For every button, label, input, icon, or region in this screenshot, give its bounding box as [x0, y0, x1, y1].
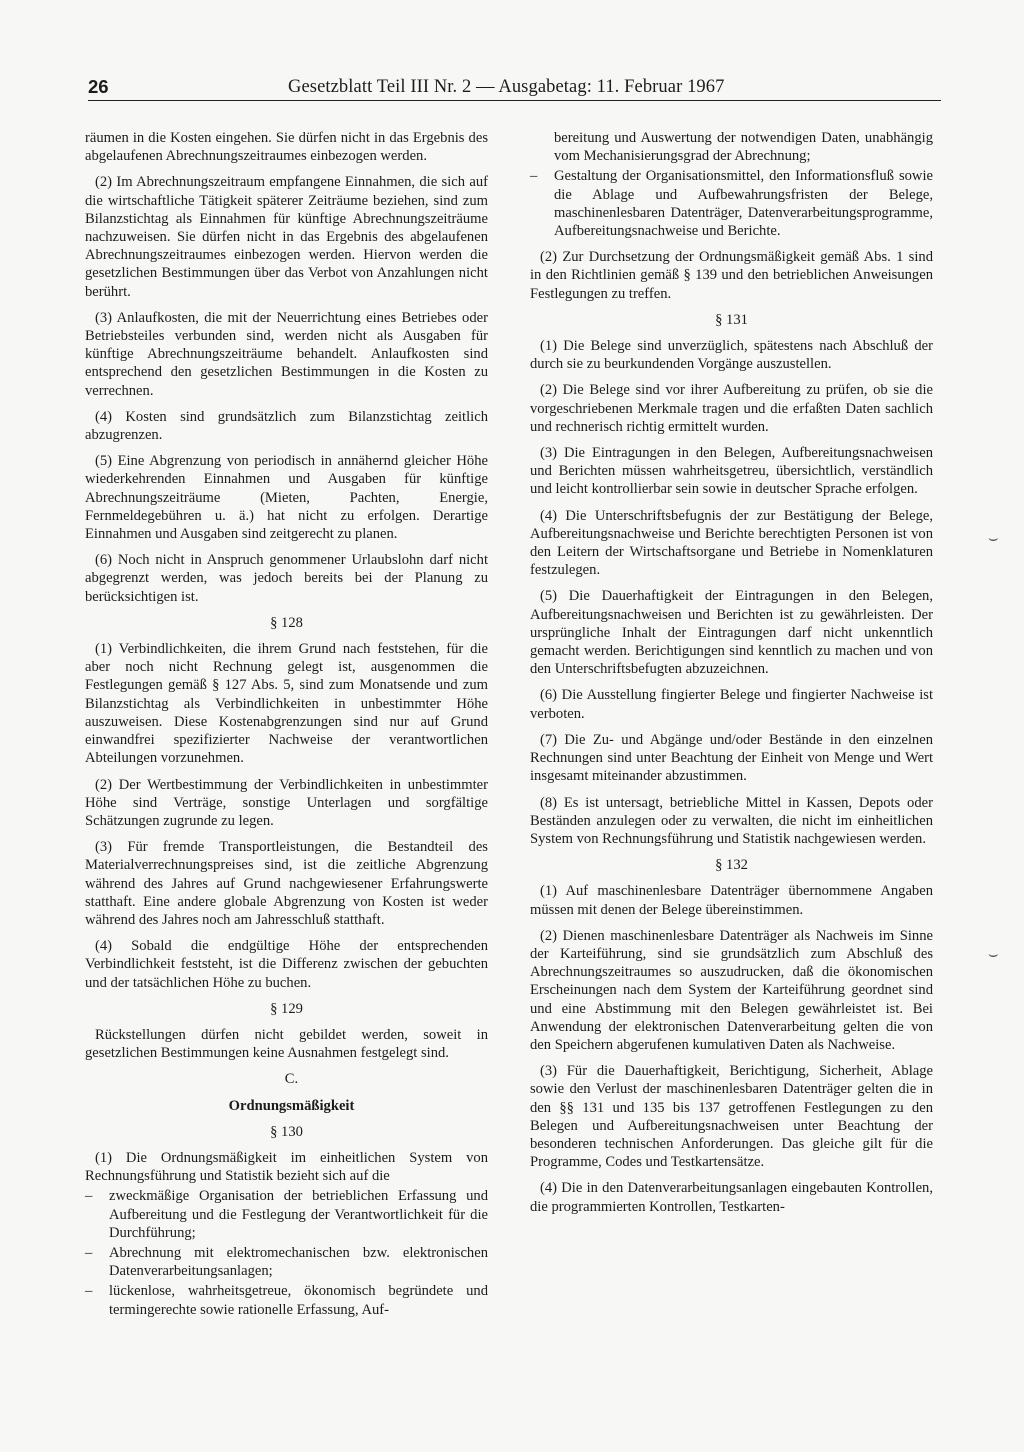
paragraph: räumen in die Kosten eingehen. Sie dürfen nicht in das Ergebnis des abgelaufenen Abrechnungszeitraumes einbezogen werden. — [85, 130, 488, 165]
paragraph: (1) Verbindlichkeiten, die ihrem Grund nach feststehen, für die aber noch nicht Rechnung gelegt ist, ausgenommen die Festlegungen gemäß § 127 Abs. 5, sind zum Monatsende und zum Bilanzstichtag als Verbindlichkeiten in unbestimmter Höhe auszuweisen. Diese Kostenabgrenzungen sind nur auf Grund einwandfrei spezifizierter Nachweise der verantwortlichen Abteilungen vorzunehmen. — [85, 641, 488, 767]
paragraph: Rückstellungen dürfen nicht gebildet werden, soweit in gesetzlichen Bestimmungen keine Ausnahmen festgelegt sind. — [85, 1026, 488, 1062]
margin-mark: ⌣ — [988, 944, 999, 963]
right-column — [530, 129, 933, 1224]
section-heading: § 131 — [715, 311, 748, 328]
paragraph: (3) Für die Dauerhaftigkeit, Berichtigung, Sicherheit, Ablage sowie den Verlust der maschinenlesbaren Datenträger gelten die in den §§ 131 und 135 bis 137 getroffenen Festlegungen zu den Belegen und Aufbereitungsnachweisen unter Beachtung der besonderen technischen Anforderungen. Das gleiche gilt für die Programme, Codes und Testkartensätze. — [530, 1063, 933, 1171]
section-heading: § 128 — [270, 614, 303, 631]
paragraph: (3) Für fremde Transportleistungen, die Bestandteil des Materialverrechnungspreises sind, ist die zeitliche Abgrenzung während des Jahres auf Grund nachgewiesener Erfahrungswerte statthaft. Eine andere globale Abgrenzung von Kosten ist weder während des Jahres noch am Jahresschluß statthaft. — [85, 839, 488, 928]
page-header — [88, 76, 941, 101]
section-heading: § 130 — [270, 1123, 303, 1140]
paragraph: (4) Die Unterschriftsbefugnis der zur Bestätigung der Belege, Aufbereitungsnachweise und Berichte berechtigten Personen ist von den Leitern der Wirtschaftsorgane und Betriebe in Nomenklaturen festzulegen. — [530, 507, 933, 579]
paragraph: (2) Die Belege sind vor ihrer Aufbereitung zu prüfen, ob sie die vorgeschriebenen Merkmale tragen und die erfaßten Daten sachlich und rechnerisch richtig ermittelt wurden. — [530, 382, 933, 435]
paragraph: (2) Im Abrechnungszeitraum empfangene Einnahmen, die sich auf die wirtschaftliche Tätigkeit späterer Zeiträume beziehen, sind zum Bilanzstichtag als Einnahmen für künftige Abrechnungszeiträume nachzuweisen. Sie dürfen nicht in das Ergebnis des abgelaufenen Abrechnungszeitraumes einbezogen werden. Hiervon werden die gesetzlichen Bestimmungen über das Verbot von Anzahlungen nicht berührt. — [85, 174, 488, 300]
paragraph: (1) Die Belege sind unverzüglich, spätestens nach Abschluß der durch sie zu beurkundenden Vorgänge auszustellen. — [530, 338, 933, 373]
paragraph: (6) Die Ausstellung fingierter Belege und fingierter Nachweise ist verboten. — [530, 687, 933, 722]
paragraph: (8) Es ist untersagt, betriebliche Mittel in Kassen, Depots oder Beständen anzulegen oder zu verwalten, die nicht im einheitlichen System von Rechnungsführung und Statistik nachgewiesen werden. — [530, 794, 933, 847]
paragraph: (2) Der Wertbestimmung der Verbindlichkeiten in unbestimmter Höhe sind Verträge, sonstige Unterlagen und sorgfältige Schätzungen zugrunde zu legen. — [85, 776, 488, 829]
left-column — [85, 129, 488, 1327]
paragraph: (5) Die Dauerhaftigkeit der Eintragungen in den Belegen, Aufbereitungsnachweisen und Berichten ist zu gewährleisten. Der ursprüngliche Inhalt der Eintragungen darf nicht unkenntlich gemacht werden. Berichtigungen sind kenntlich zu machen und von den Unterschriftsbefugten abzuzeichnen. — [530, 588, 933, 678]
paragraph: (3) Anlaufkosten, die mit der Neuerrichtung eines Betriebes oder Betriebsteiles verbunden sind, werden nicht als Ausgaben für künftige Abrechnungszeiträume behandelt. Anlaufkosten sind entsprechend den gesetzlichen Bestimmungen in die Kosten zu verrechnen. — [85, 309, 488, 399]
paragraph: (1) Die Ordnungsmäßigkeit im einheitlichen System von Rechnungsführung und Statistik bezieht sich auf die — [85, 1149, 488, 1185]
paragraph: (1) Auf maschinenlesbare Datenträger übernommene Angaben müssen mit denen der Belege übereinstimmen. — [530, 883, 933, 918]
header-title: Gesetzblatt Teil III Nr. 2 — Ausgabetag: 11. Februar 1967 — [288, 77, 725, 97]
dash-list — [530, 129, 933, 240]
paragraph: (5) Eine Abgrenzung von periodisch in annähernd gleicher Höhe wiederkehrenden Einnahmen und Ausgaben für künftige Abrechnungszeiträume (Mieten, Pachten, Energie, Fernmeldegebühren u. ä.) hat nicht zu erfolgen. Derartige Einnahmen und Ausgaben sind zeitgerecht zu planen. — [85, 453, 488, 543]
list-item: bereitung und Auswertung der notwendigen Daten, unabhängig vom Mechanisierungsgrad der Abrechnung; — [554, 130, 933, 165]
paragraph: (2) Zur Durchsetzung der Ordnungsmäßigkeit gemäß Abs. 1 sind in den Richtlinien gemäß § 139 und den betrieblichen Anweisungen Festlegungen zu treffen. — [530, 249, 933, 302]
list-item: – lückenlose, wahrheitsgetreue, ökonomisch begründete und termingerechte sowie rationelle Erfassung, Auf- — [85, 1282, 488, 1318]
chapter-number: C. — [284, 1071, 299, 1088]
paragraph: (4) Kosten sind grundsätzlich zum Bilanzstichtag zeitlich abzugrenzen. — [85, 408, 488, 444]
margin-mark: ⌣ — [988, 528, 999, 547]
paragraph: (6) Noch nicht in Anspruch genommener Urlaubslohn darf nicht abgegrenzt werden, was jedoch bereits bei der Planung zu berücksichtigen ist. — [85, 552, 488, 605]
dash-list — [85, 1187, 488, 1318]
list-item: – Gestaltung der Organisationsmittel, den Informationsfluß sowie die Ablage und Aufbewahrungsfristen der Belege, maschinenlesbaren Datenträger, Datenverarbeitungsprogramme, Aufbereitungsnachweise und Berichte. — [530, 167, 933, 240]
paragraph: (7) Die Zu- und Abgänge und/oder Bestände in den einzelnen Rechnungen sind unter Beachtung der Einheit von Menge und Wert insgesamt miteinander abzustimmen. — [530, 731, 933, 785]
paragraph: (2) Dienen maschinenlesbare Datenträger als Nachweis im Sinne der Karteiführung, sind sie grundsätzlich zum Abschluß des Abrechnungszeitraumes so auszudrucken, daß die ökonomischen Erscheinungen nach dem System der Karteiführung geordnet sind und eine Abstimmung mit den Belegen gewährleistet ist. Bei Anwendung der elektronischen Datenverarbeitung gelten die von den Speichern abgerufenen kumulativen Daten als Nachweise. — [530, 927, 933, 1053]
section-heading: § 132 — [715, 857, 748, 874]
page-number: 26 — [88, 76, 109, 97]
list-item: – Abrechnung mit elektromechanischen bzw. elektronischen Datenverarbeitungsanlagen; — [85, 1244, 488, 1280]
paragraph: (4) Die in den Datenverarbeitungsanlagen eingebauten Kontrollen, die programmierten Kontrollen, Testkarten- — [530, 1180, 933, 1215]
chapter-title: Ordnungsmäßigkeit — [228, 1097, 355, 1114]
list-item: – zweckmäßige Organisation der betrieblichen Erfassung und Aufbereitung und die Festlegung der Verantwortlichkeit für die Durchführung; — [85, 1187, 488, 1242]
paragraph: (4) Sobald die endgültige Höhe der entsprechenden Verbindlichkeit feststeht, ist die Differenz zwischen der gebuchten und der tatsächlichen Höhe zu buchen. — [85, 938, 488, 991]
section-heading: § 129 — [270, 1000, 303, 1017]
paragraph: (3) Die Eintragungen in den Belegen, Aufbereitungsnachweisen und Berichten müssen wahrheitsgetreu, übersichtlich, verständlich und leicht kontrollierbar sein sowie in deutscher Sprache erfolgen. — [530, 445, 933, 498]
